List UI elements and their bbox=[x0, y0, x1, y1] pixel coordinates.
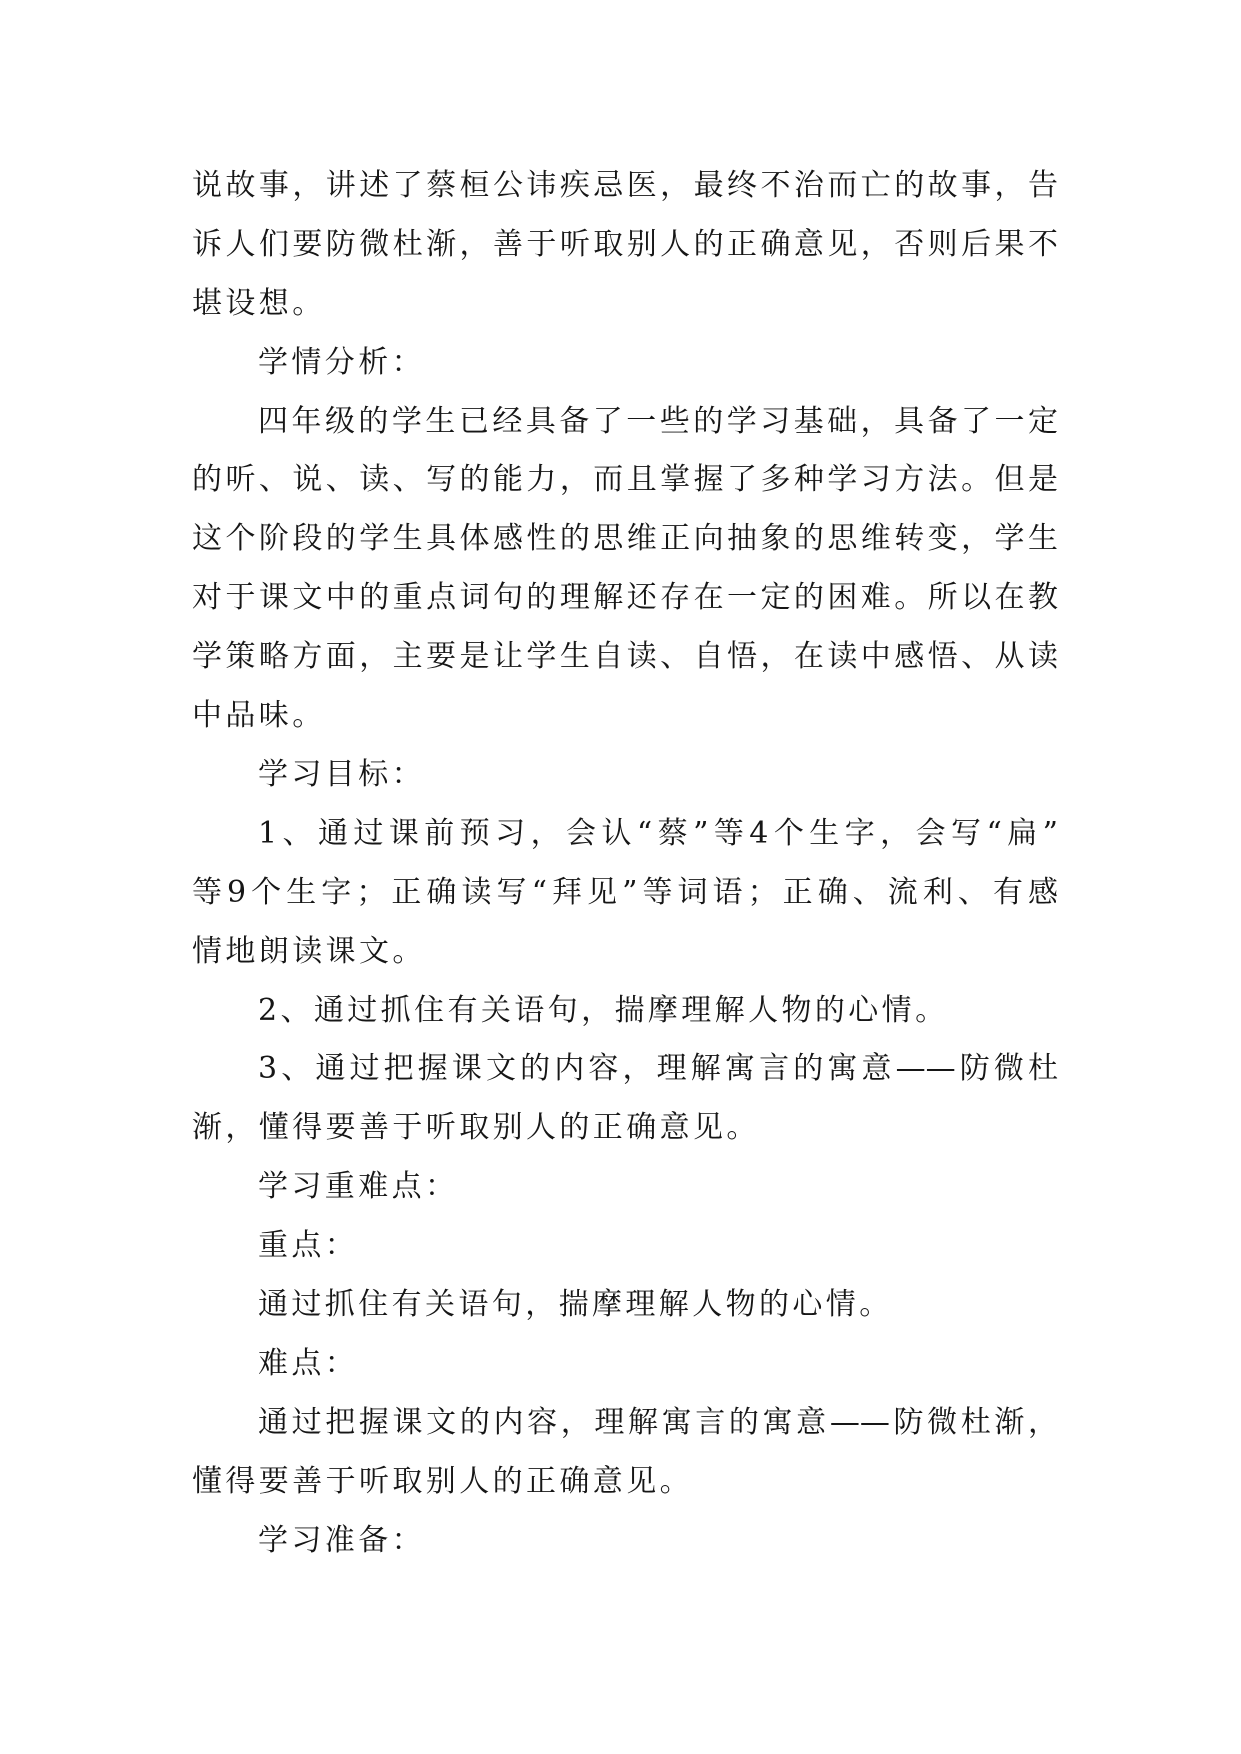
text-line: 1、通过课前预习，会认“蔡”等4个生字，会写“扁” bbox=[258, 816, 1058, 851]
section-heading-learning-goals: 学习目标： bbox=[258, 757, 425, 792]
text-line: 3、通过把握课文的内容，理解寓言的寓意——防微杜 bbox=[258, 1051, 1058, 1086]
section-heading-preparation: 学习准备： bbox=[258, 1523, 425, 1558]
text-line: 懂得要善于听取别人的正确意见。 bbox=[192, 1464, 693, 1499]
text-line: 中品味。 bbox=[192, 698, 326, 733]
text-line: 学策略方面，主要是让学生自读、自悟，在读中感悟、从读 bbox=[192, 639, 1058, 674]
subheading-difficult-point: 难点： bbox=[258, 1346, 359, 1381]
text-line: 四年级的学生已经具备了一些的学习基础，具备了一定 bbox=[258, 404, 1058, 439]
text-line: 渐，懂得要善于听取别人的正确意见。 bbox=[192, 1110, 760, 1145]
text-line: 等9个生字；正确读写“拜见”等词语；正确、流利、有感 bbox=[192, 875, 1058, 910]
key-point-text: 通过抓住有关语句，揣摩理解人物的心情。 bbox=[258, 1287, 893, 1322]
text-line: 这个阶段的学生具体感性的思维正向抽象的思维转变，学生 bbox=[192, 521, 1058, 556]
section-heading-key-difficult-points: 学习重难点： bbox=[258, 1169, 459, 1204]
text-line: 说故事，讲述了蔡桓公讳疾忌医，最终不治而亡的故事，告 bbox=[192, 168, 1058, 203]
subheading-key-point: 重点： bbox=[258, 1228, 359, 1263]
text-line: 对于课文中的重点词句的理解还存在一定的困难。所以在教 bbox=[192, 580, 1058, 615]
section-heading-learner-analysis: 学情分析： bbox=[258, 345, 425, 380]
text-line: 诉人们要防微杜渐，善于听取别人的正确意见，否则后果不 bbox=[192, 227, 1058, 262]
text-line: 情地朗读课文。 bbox=[192, 934, 426, 969]
text-line: 的听、说、读、写的能力，而且掌握了多种学习方法。但是 bbox=[192, 462, 1058, 497]
text-line: 堪设想。 bbox=[192, 286, 326, 321]
text-line: 通过把握课文的内容，理解寓言的寓意——防微杜渐， bbox=[258, 1405, 1058, 1440]
goal-item-2: 2、通过抓住有关语句，揣摩理解人物的心情。 bbox=[258, 993, 949, 1028]
